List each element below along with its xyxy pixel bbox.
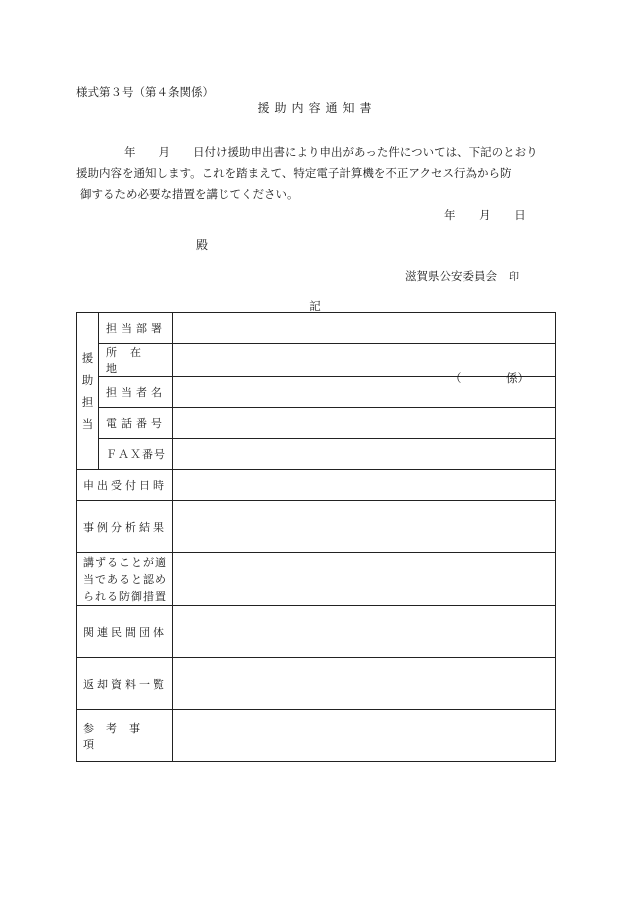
issuer-line <box>405 268 519 284</box>
location-label: 所在地 <box>99 344 173 377</box>
related-organizations-field[interactable] <box>173 606 556 658</box>
group-char: 助 <box>81 373 94 387</box>
ki-heading: 記 <box>309 299 321 313</box>
returned-materials-label: 返却資料一覧 <box>77 658 173 710</box>
seal-mark: 印 <box>509 272 519 283</box>
defense-measures-field[interactable] <box>173 553 556 606</box>
body-line-1: 年 月 日付け援助申出書により申出があった件については、下記のとおり <box>124 145 538 159</box>
department-label: 担当部署 <box>99 313 173 344</box>
form-number-label: 様式第３号（第４条関係） <box>76 85 214 99</box>
notice-body-text <box>76 142 556 205</box>
person-in-charge-field[interactable] <box>173 371 556 408</box>
case-analysis-field[interactable] <box>173 501 556 553</box>
case-analysis-label: 事例分析結果 <box>77 501 173 553</box>
defense-label-line: 講ずることが適 <box>83 556 167 569</box>
detail-table <box>76 312 556 762</box>
section-paren-close: 係） <box>506 371 529 385</box>
location-field[interactable] <box>173 344 556 377</box>
reference-notes-field[interactable] <box>173 710 556 762</box>
phone-label: 電話番号 <box>99 408 173 439</box>
fax-label: ＦＡＸ番号 <box>99 439 173 470</box>
defense-measures-label <box>77 553 173 606</box>
department-field[interactable] <box>173 313 556 344</box>
reference-notes-label: 参考事項 <box>77 710 173 762</box>
defense-label-line: られる防御措置 <box>83 590 167 603</box>
section-paren-open: （ <box>450 371 462 385</box>
document-title: 援助内容通知書 <box>257 101 377 115</box>
addressee-honorific: 殿 <box>196 238 209 252</box>
returned-materials-field[interactable] <box>173 658 556 710</box>
group-char: 担 <box>81 395 94 409</box>
defense-label-line: 当であると認め <box>83 573 167 586</box>
assistance-contact-group-label <box>77 313 99 470</box>
body-line-2: 援助内容を通知します。これを踏まえて、特定電子計算機を不正アクセス行為から防 <box>76 166 512 180</box>
issuer-name: 滋賀県公安委員会 <box>405 269 497 283</box>
group-char: 援 <box>81 351 94 365</box>
related-organizations-label: 関連民間団体 <box>77 606 173 658</box>
phone-field[interactable] <box>173 408 556 439</box>
reception-datetime-field[interactable] <box>173 470 556 501</box>
body-line-3: 御するため必要な措置を講じてください。 <box>80 187 299 201</box>
reception-datetime-label: 申出受付日時 <box>77 470 173 501</box>
date-line: 年 月 日 <box>444 208 526 222</box>
group-char: 当 <box>81 417 94 431</box>
person-in-charge-label: 担当者名 <box>99 377 173 408</box>
fax-field[interactable] <box>173 439 556 470</box>
